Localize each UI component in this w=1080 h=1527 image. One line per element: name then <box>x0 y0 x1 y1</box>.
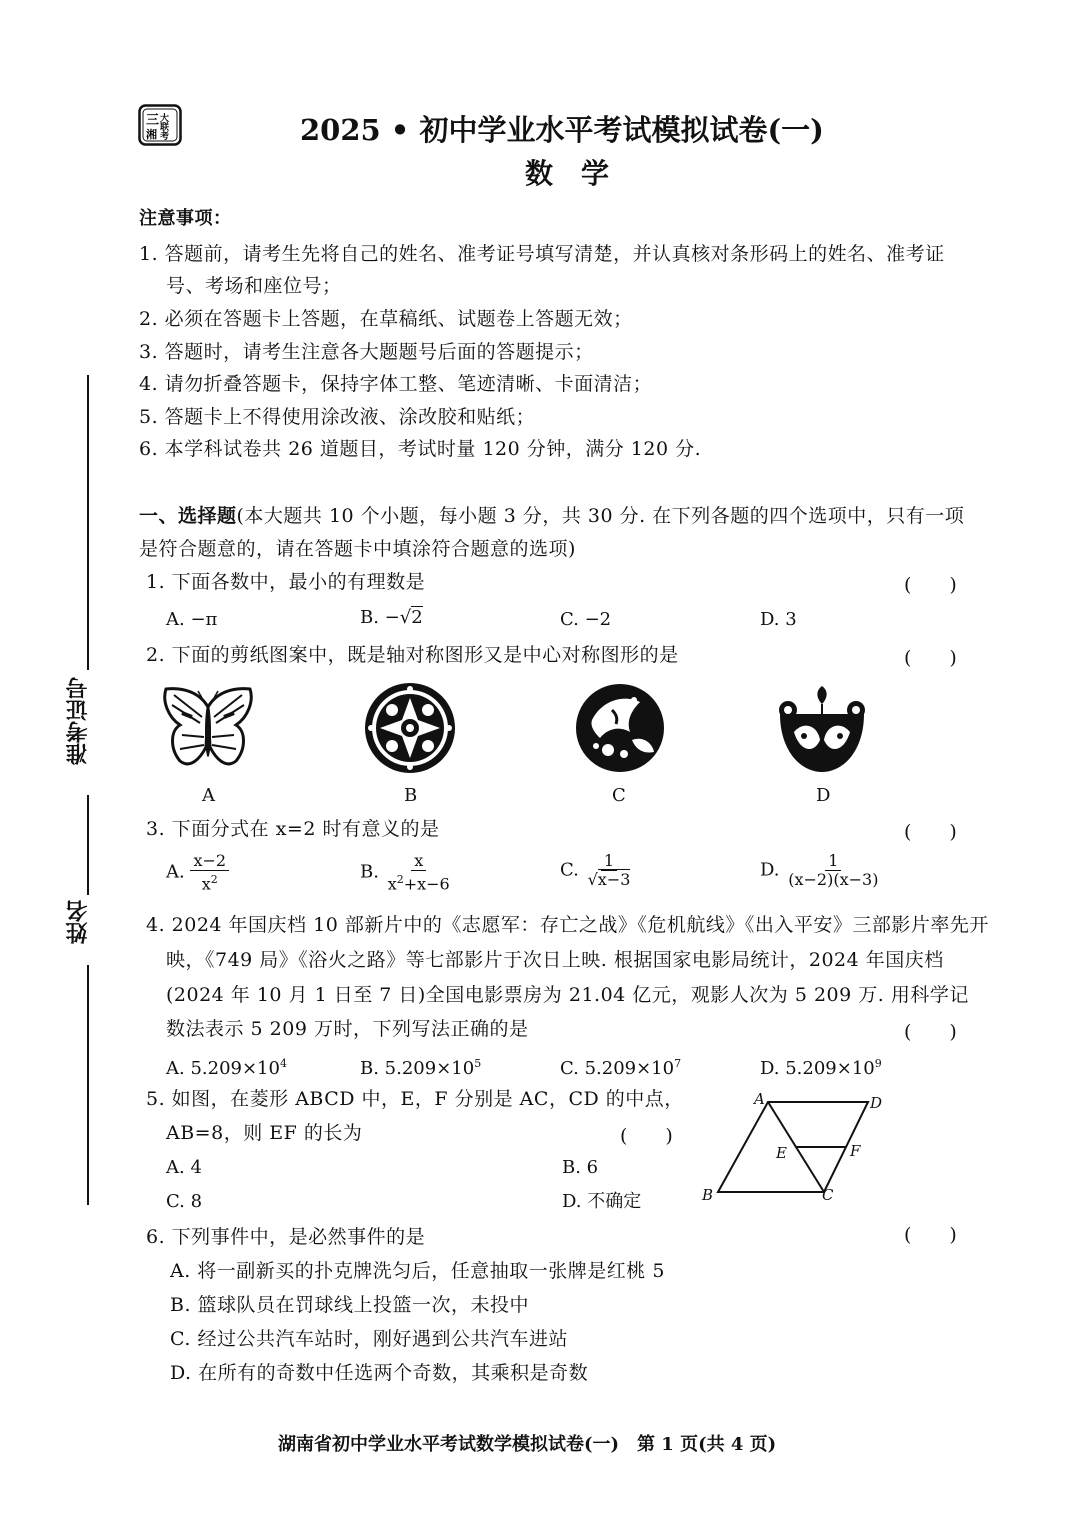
notice-item: 号、考场和座位号； <box>166 275 342 297</box>
q6-stem: 6. 下列事件中，是必然事件的是 <box>146 1226 426 1248</box>
sidebar-line-top <box>87 375 89 670</box>
q2-label-d: D <box>816 785 831 806</box>
section1-title <box>139 504 964 528</box>
q4-option-b: B. $5.209\times 10^5$ <box>360 1057 482 1079</box>
q4-line: (2024 年 10 月 1 日至 7 日)全国电影票房为 21.04 亿元，观影人次为 5 209 万. 用科学记 <box>166 984 969 1006</box>
notice-heading: 注意事项： <box>139 208 232 229</box>
point-label-b: B <box>702 1186 714 1204</box>
notice-item: 1. 答题前，请考生先将自己的姓名、准考证号填写清楚，并认真核对条形码上的姓名、准考证 <box>139 243 945 265</box>
q1-option-d: D. 3 <box>760 609 797 630</box>
q6-option-b: B. 篮球队员在罚球线上投篮一次，未投中 <box>170 1294 530 1316</box>
q4-option-d: D. $5.209\times 10^9$ <box>760 1057 882 1079</box>
logo <box>138 104 182 146</box>
subject-title: 数 学 <box>525 157 610 190</box>
notice-item: 5. 答题卡上不得使用涂改液、涂改胶和贴纸； <box>139 406 536 428</box>
q5-option-a: A. 4 <box>166 1157 202 1178</box>
svg-text:大: 大 <box>160 114 170 124</box>
q6-answer-paren: ( ) <box>904 1224 957 1246</box>
exam-title: 2025 • 初中学业水平考试模拟试卷(一) <box>300 113 824 147</box>
logo-icon <box>138 104 182 146</box>
butterfly-papercut-icon <box>160 687 256 773</box>
q3-option-a: A. $\frac{x-2}{x^2}$ <box>166 852 229 893</box>
q2-stem: 2. 下面的剪纸图案中，既是轴对称图形又是中心对称图形的是 <box>146 644 679 666</box>
rhombus-diagram <box>700 1088 900 1206</box>
q1-option-c: C. −2 <box>560 609 612 630</box>
point-label-d: D <box>870 1094 883 1112</box>
sqrt-icon: √ <box>399 607 412 628</box>
circular-papercut-icon <box>362 680 458 776</box>
q5-line1: 5. 如图，在菱形 ABCD 中，E，F 分别是 AC，CD 的中点， <box>146 1088 684 1110</box>
point-label-c: C <box>822 1186 834 1204</box>
q4-line: 数法表示 5 209 万时，下列写法正确的是 <box>166 1018 529 1040</box>
svg-text:联: 联 <box>160 123 170 133</box>
section1-title-bold: 一、选择题 <box>139 505 237 527</box>
q5-option-b: B. 6 <box>562 1157 599 1178</box>
q4-line: 映，《749 局》《浴火之路》等七部影片于次日上映. 根据国家电影局统计，2024 年国庆档 <box>166 949 944 971</box>
q3-option-d: D. $\frac{1}{(x-2)(x-3)}$ <box>760 851 879 889</box>
sidebar-name-line <box>87 965 89 1205</box>
q1-answer-paren: ( ) <box>904 574 957 596</box>
q1-option-b: B. −√2 <box>360 607 423 628</box>
q4-option-c: C. $5.209\times 10^7$ <box>560 1057 682 1079</box>
notice-item: 3. 答题时，请考生注意各大题题号后面的答题提示； <box>139 341 594 363</box>
q3-option-b: B. $\frac{x}{x^2+x-6}$ <box>360 851 450 894</box>
q6-option-c: C. 经过公共汽车站时，刚好遇到公共汽车进站 <box>170 1328 568 1350</box>
svg-text:考: 考 <box>160 132 170 142</box>
notice-item: 6. 本学科试卷共 26 道题目，考试时量 120 分钟，满分 120 分. <box>139 438 702 460</box>
q3-option-c: C. $\frac{1}{√x-3}$ <box>560 851 631 889</box>
q5-answer-paren: ( ) <box>620 1125 673 1147</box>
phoenix-papercut-icon <box>572 680 668 776</box>
q3-answer-paren: ( ) <box>904 821 957 843</box>
sidebar-name-label: 姓名 <box>65 900 91 944</box>
point-label-a: A <box>754 1090 765 1108</box>
section1-title-rest: (本大题共 10 个小题，每小题 3 分，共 30 分. 在下列各题的四个选项中，只有一项 <box>236 505 965 527</box>
q1-stem: 1. 下面各数中，最小的有理数是 <box>146 571 426 593</box>
point-label-e: E <box>776 1144 787 1162</box>
q2-label-a: A <box>202 785 215 806</box>
svg-text:湘: 湘 <box>146 128 157 141</box>
sidebar-id-line <box>87 795 89 895</box>
page-footer: 湖南省初中学业水平考试数学模拟试卷(一) 第 1 页(共 4 页) <box>278 1434 777 1455</box>
section1-title-line2: 是符合题意的，请在答题卡中填涂符合题意的选项) <box>139 538 576 560</box>
q2-label-b: B <box>404 785 418 806</box>
q2-label-c: C <box>612 785 626 806</box>
sidebar-id-label: 准考证号 <box>65 677 91 765</box>
q3-stem: 3. 下面分式在 x=2 时有意义的是 <box>146 818 440 840</box>
sqrt-icon: √ <box>587 870 598 889</box>
q1-option-a: A. −π <box>166 609 218 630</box>
notice-item: 2. 必须在答题卡上答题，在草稿纸、试题卷上答题无效； <box>139 308 633 330</box>
q5-option-c: C. 8 <box>166 1191 203 1212</box>
point-label-f: F <box>850 1142 861 1160</box>
q5-line2: AB=8，则 EF 的长为 <box>166 1122 363 1144</box>
q6-option-a: A. 将一副新买的扑克牌洗匀后，任意抽取一张牌是红桃 5 <box>170 1260 665 1282</box>
fish-papercut-icon <box>774 680 870 776</box>
q2-answer-paren: ( ) <box>904 647 957 669</box>
notice-item: 4. 请勿折叠答题卡，保持字体工整、笔迹清晰、卡面清洁； <box>139 373 653 395</box>
q4-line: 4. 2024 年国庆档 10 部新片中的《志愿军：存亡之战》《危机航线》《出入平安》三部影片率先开 <box>146 914 989 936</box>
q4-answer-paren: ( ) <box>904 1021 957 1043</box>
q4-option-a: A. $5.209\times 10^4$ <box>166 1057 287 1079</box>
svg-text:三: 三 <box>146 113 160 128</box>
q5-option-d: D. 不确定 <box>562 1191 642 1212</box>
q6-option-d: D. 在所有的奇数中任选两个奇数，其乘积是奇数 <box>170 1362 589 1384</box>
